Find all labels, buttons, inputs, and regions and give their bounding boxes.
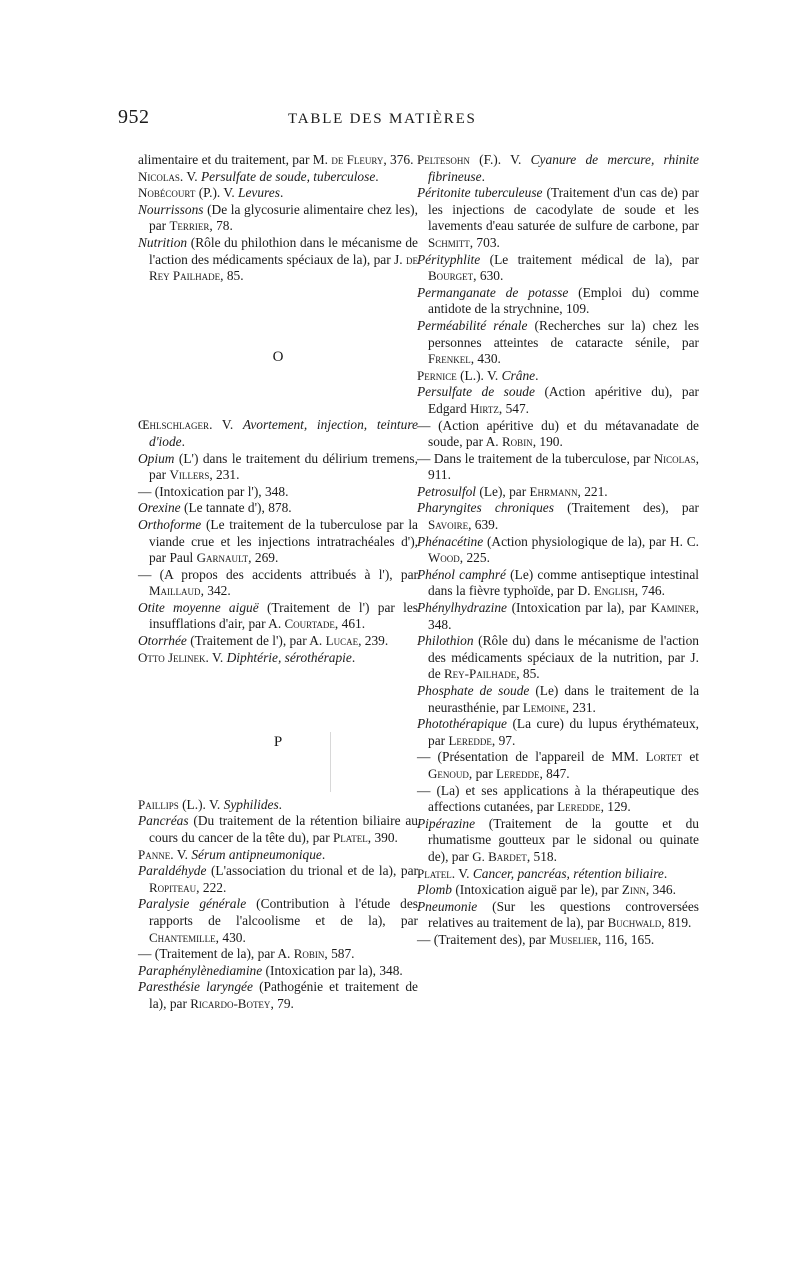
index-entry: Œhlschlager. V. Avortement, injection, teinture d'iode. bbox=[138, 417, 418, 449]
index-entry: Petrosulfol (Le), par Ehrmann, 221. bbox=[417, 483, 608, 499]
index-entry: Pernice (L.). V. Crâne. bbox=[417, 367, 539, 383]
index-entry: Peltesohn (F.). V. Cyanure de mercure, rhinite fibrineuse. bbox=[417, 152, 699, 184]
index-entry: — (Traitement des), par Muselier, 116, 165. bbox=[417, 931, 655, 947]
index-entry: Plomb (Intoxication aiguë par le), par Zinn, 346. bbox=[417, 882, 676, 898]
index-entry: Pancréas (Du traitement de la rétention biliaire au cours du cancer de la tête du), par Platel, 390. bbox=[138, 813, 418, 846]
index-entry: Otite moyenne aiguë (Traitement de l') par les insufflations d'air, par A. Courtade, 461. bbox=[138, 599, 418, 632]
index-entry: Paraldéhyde (L'association du trional et de la), par Ropiteau, 222. bbox=[138, 863, 418, 895]
index-entry: Nourrissons (De la glycosurie alimentaire chez les), par Terrier, 78. bbox=[138, 201, 418, 234]
index-entry: Pharyngites chroniques (Traitement des), par Savoire, 639. bbox=[417, 500, 699, 533]
index-entry: Paraphénylènediamine (Intoxication par la), 348. bbox=[138, 962, 403, 978]
index-entry: — (La) et ses applications à la thérapeutique des affections cutanées, par Leredde, 129. bbox=[417, 782, 699, 815]
index-entry: — Dans le traitement de la tuberculose, par Nicolas, 911. bbox=[417, 450, 699, 483]
index-entry: Pneumonie (Sur les questions controversées relatives au traitement de la), par Buchwald, 819. bbox=[417, 898, 699, 931]
index-entry: alimentaire et du traitement, par M. de Fleury, 376. bbox=[138, 152, 414, 167]
index-entry: Péritonite tuberculeuse (Traitement d'un cas de) par les injections de cacodylate de soude et les lavements d'eau saturée de sulfure de carbone, par Schmitt, 703. bbox=[417, 185, 699, 250]
index-entry: Pérityphlite (Le traitement médical de la), par Bourget, 630. bbox=[417, 251, 699, 284]
index-entry: Pipérazine (Traitement de la goutte et du rhumatisme goutteux par le sidonal ou quinate de), par G. Bardet, 518. bbox=[417, 815, 699, 864]
index-entry: — (Présentation de l'appareil de MM. Lortet et Genoud, par Leredde, 847. bbox=[417, 749, 700, 781]
index-entry: — (Traitement de la), par A. Robin, 587. bbox=[138, 946, 355, 962]
index-entry: Orexine (Le tannate d'), 878. bbox=[138, 500, 292, 516]
index-entry: Phénol camphré (Le) comme antiseptique intestinal dans la fièvre typhoïde, par D. English, 746. bbox=[417, 566, 699, 599]
index-entry: Persulfate de soude (Action apéritive du), par Edgard Hirtz, 547. bbox=[417, 384, 699, 416]
index-entry: Paillips (L.). V. Syphilides. bbox=[138, 796, 283, 812]
index-entry: Panne. V. Sérum antipneumonique. bbox=[138, 846, 326, 862]
index-entry: — (A propos des accidents attribués à l'), par Maillaud, 342. bbox=[138, 566, 418, 599]
page-header bbox=[0, 106, 800, 136]
index-entry: Phénylhydrazine (Intoxication par la), par Kaminer, 348. bbox=[417, 600, 699, 632]
index-entry: Philothion (Rôle du) dans le mécanisme de l'action des médicaments spéciaux de la nutrition, par J. de Rey-Pailhade, 85. bbox=[417, 633, 699, 682]
page-number: 952 bbox=[118, 106, 150, 128]
index-entry: Otto Jelinek. V. Diphtérie, sérothérapie. bbox=[138, 649, 356, 665]
index-entry: — (Action apéritive du) et du métavanadate de soude, par A. Robin, 190. bbox=[417, 417, 699, 450]
section-letter-p: P bbox=[273, 734, 283, 751]
section-letter-o: O bbox=[272, 348, 284, 365]
index-entry: Phénacétine (Action physiologique de la), par H. C. Wood, 225. bbox=[417, 533, 699, 566]
index-entry: Paralysie générale (Contribution à l'étude des rapports de l'alcoolisme et de la), par Chantemille, 430. bbox=[138, 896, 419, 945]
index-entry: Nobécourt (P.). V. Levures. bbox=[138, 185, 284, 201]
index-entry: — (Intoxication par l'), 348. bbox=[138, 483, 289, 499]
index-entry: Opium (L') dans le traitement du délirium tremens, par Villers, 231. bbox=[138, 450, 418, 483]
index-entry: Phosphate de soude (Le) dans le traitement de la neurasthénie, par Lemoine, 231. bbox=[417, 683, 700, 715]
running-title: TABLE DES MATIÈRES bbox=[288, 111, 477, 127]
index-entry: Orthoforme (Le traitement de la tuberculose par la viande crue et les injections intratrachéales d'), par Paul Garnault, 269. bbox=[138, 516, 418, 566]
right-column bbox=[417, 152, 699, 949]
index-entry: Perméabilité rénale (Recherches sur la) chez les personnes atteintes de cataracte sénile, par Frenkel, 430. bbox=[417, 317, 699, 367]
index-entry: Otorrhée (Traitement de l'), par A. Lucae, 239. bbox=[138, 633, 389, 649]
index-entry: Platel. V. Cancer, pancréas, rétention biliaire. bbox=[417, 865, 668, 881]
index-entry: Photothérapique (La cure) du lupus érythémateux, par Leredde, 97. bbox=[417, 716, 699, 748]
index-entry: Paresthésie laryngée (Pathogénie et traitement de la), par Ricardo-Botey, 79. bbox=[138, 979, 418, 1011]
index-entry: Nicolas. V. Persulfate de soude, tuberculose. bbox=[138, 168, 379, 184]
index-entry: Nutrition (Rôle du philothion dans le mécanisme de l'action des médicaments spéciaux de la), par J. de Rey Pailhade, 85. bbox=[138, 234, 418, 284]
left-column bbox=[138, 152, 418, 1013]
index-entry: Permanganate de potasse (Emploi du) comme antidote de la strychnine, 109. bbox=[417, 284, 699, 317]
